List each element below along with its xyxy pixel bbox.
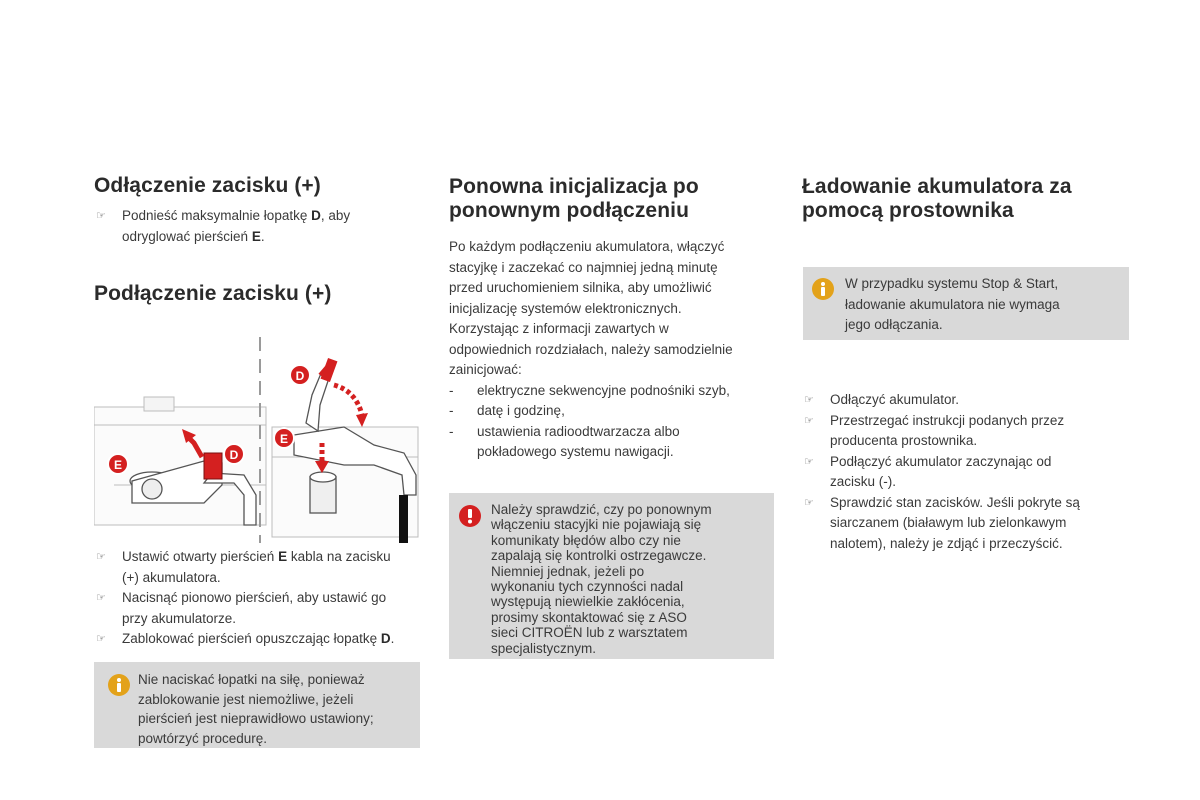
reinit-items — [449, 381, 779, 463]
warning-icon — [459, 505, 481, 527]
callout-d-right: D — [295, 369, 305, 383]
bullet-icon: ☞ — [804, 455, 814, 468]
section-heading-reinit: Ponowna inicjalizacja po ponownym podłączeniu — [449, 175, 699, 222]
section-heading-connect: Podłączenie zacisku (+) — [94, 282, 332, 305]
bullet-icon: ☞ — [804, 496, 814, 509]
list-item: ☞ Podnieść maksymalnie łopatkę D, aby odryglować pierścień E. — [96, 208, 351, 244]
bullet-icon: ☞ — [96, 551, 106, 563]
bullet-icon: ☞ — [96, 592, 106, 604]
charging-steps — [802, 390, 1132, 554]
callout-e-right: E — [279, 432, 289, 446]
list-item: - datę i godzinę, — [449, 403, 565, 418]
warning-text: Należy sprawdzić, czy po ponownym włączeniu stacyjki nie pojawiają się komunikaty błędów albo czy nie zapalają się kontrolki ostrzegawcze. Niemniej jednak, jeżeli po wykonaniu tych czynności nadal występują niewielkie zakłócenia, prosimy skontaktować się z ASO sieci CITROËN lub z warsztatem specjalistycznym. — [491, 502, 712, 656]
connect-steps — [94, 547, 424, 650]
info-text: Nie naciskać łopatki na siłę, ponieważ zablokowanie jest niemożliwe, jeżeli pierścień jest nieprawidłowo ustawiony; powtórzyć procedurę. — [138, 672, 374, 746]
list-item: ☞ Nacisnąć pionowo pierścień, aby ustawić go przy akumulatorze. — [96, 590, 387, 626]
column-3 — [802, 175, 1132, 223]
column-2 — [449, 175, 779, 463]
bullet-icon: ☞ — [804, 414, 814, 427]
column-1-steps — [94, 547, 424, 650]
battery-clamp-illustration — [94, 335, 420, 545]
list-item: ☞ Zablokować pierścień opuszczając łopatkę D. — [94, 629, 424, 650]
column-1-heading-2 — [94, 282, 424, 306]
list-item: - ustawienia radioodtwarzacza albo pokładowego systemu nawigacji. — [449, 423, 680, 459]
column-3-steps — [802, 390, 1132, 554]
info-box-force-warning — [94, 662, 420, 748]
callout-d-left: D — [229, 448, 239, 462]
list-item: - elektryczne sekwencyjne podnośniki szyb, — [449, 382, 730, 398]
bullet-icon: ☞ — [96, 633, 106, 645]
column-1 — [94, 174, 424, 247]
info-text: W przypadku systemu Stop & Start, ładowanie akumulatora nie wymaga jego odłączania. — [845, 276, 1060, 332]
disconnect-steps — [94, 206, 424, 247]
list-item: ☞ Przestrzegać instrukcji podanych przez producenta prostownika. — [804, 412, 1065, 448]
list-item: ☞ Odłączyć akumulator. — [802, 390, 1132, 411]
bullet-icon: ☞ — [804, 394, 814, 406]
bullet-icon: ☞ — [96, 210, 106, 222]
list-item: ☞ Sprawdzić stan zacisków. Jeśli pokryte są siarczanem (białawym lub zielonkawym nalotem), należy je zdjąć i przeczyścić. — [804, 494, 1080, 551]
list-item: ☞ Podłączyć akumulator zaczynając od zacisku (-). — [804, 453, 1052, 489]
reinit-paragraph: Po każdym podłączeniu akumulatora, włączyć stacyjkę i zaczekać co najmniej jedną minutę przed uruchomieniem silnika, aby umożliwić inicjalizację systemów elektronicznych. Korzystając z informacji zawartych w odpowiednich rozdziałach, należy samodzielnie zainicjować: — [449, 239, 733, 377]
info-box-stop-start — [803, 267, 1129, 340]
section-heading-charging: Ładowanie akumulatora za pomocą prostownika — [802, 175, 1072, 222]
section-heading-disconnect: Odłączenie zacisku (+) — [94, 174, 321, 197]
info-icon — [812, 278, 834, 300]
info-icon — [108, 674, 130, 696]
callout-e-left: E — [113, 458, 123, 472]
warning-box — [449, 493, 774, 659]
list-item: ☞ Ustawić otwarty pierścień E kabla na zacisku (+) akumulatora. — [96, 549, 391, 585]
